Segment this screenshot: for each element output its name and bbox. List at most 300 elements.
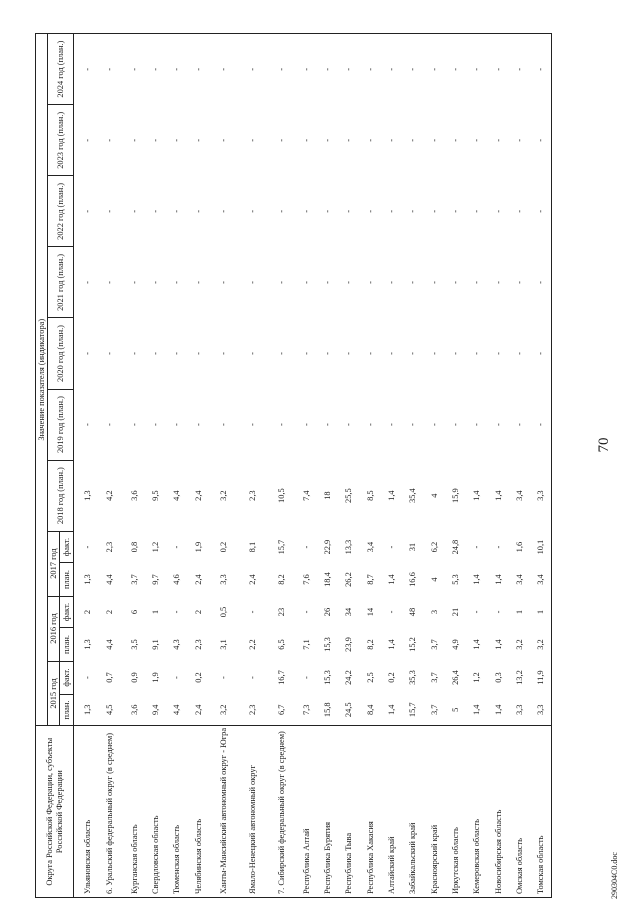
value-cell: 1,2 (472, 672, 482, 683)
value-cell: 1,4 (472, 490, 482, 501)
table-row (360, 34, 381, 898)
value-cell: - (424, 34, 445, 105)
value-cell: 0,2 (193, 672, 203, 683)
header-regions: Округа Российской Федерации, субъекты Российской Федерации (36, 726, 74, 898)
value-cell: - (247, 281, 257, 284)
value-cell: - (172, 423, 182, 426)
value-cell: 26 (323, 607, 333, 617)
value-cell: 1,4 (387, 704, 397, 716)
value-cell: - (301, 209, 311, 213)
value-cell: - (95, 34, 124, 105)
value-cell: 0,5 (218, 606, 228, 618)
value-cell: 5 (450, 707, 460, 712)
value-cell: 3,3 (218, 574, 228, 585)
region-name: 6. Уральский федеральный округ (в среднем) (95, 726, 124, 898)
value-cell: - (172, 209, 182, 213)
value-cell: 4 (429, 577, 439, 582)
value-cell: - (429, 352, 439, 355)
value-cell: - (344, 352, 354, 355)
value-cell: 15,9 (450, 488, 460, 503)
value-cell: - (247, 209, 257, 213)
table-row (530, 34, 551, 898)
value-cell: - (472, 610, 482, 614)
value-cell: 0,2 (387, 672, 397, 683)
header-2018: 2018 год (план.) (48, 460, 74, 531)
value-cell: 4,2 (104, 490, 114, 501)
header-2020: 2020 год (план.) (48, 318, 74, 389)
value-cell: - (301, 676, 311, 679)
value-cell: - (387, 352, 397, 355)
value-cell: 3,2 (514, 639, 524, 650)
value-cell: - (82, 676, 92, 679)
value-cell: - (402, 34, 423, 105)
value-cell: - (493, 138, 503, 142)
value-cell: - (466, 34, 487, 105)
value-cell: - (301, 545, 311, 549)
header-2019: 2019 год (план.) (48, 389, 74, 460)
value-cell: - (408, 352, 418, 355)
value-cell: - (514, 352, 524, 355)
value-cell: - (381, 34, 402, 105)
value-cell: - (172, 676, 182, 679)
value-cell: - (276, 352, 286, 355)
value-cell: - (218, 423, 228, 426)
value-cell: - (493, 423, 503, 426)
value-cell: - (408, 281, 418, 284)
header-2016: 2016 год (48, 596, 60, 661)
header-2024: 2024 год (план.) (48, 34, 74, 105)
header-2015: 2015 год (48, 661, 60, 726)
value-cell: - (267, 34, 296, 105)
value-cell: - (450, 423, 460, 426)
table-row (188, 34, 209, 898)
region-name: Алтайский край (381, 726, 402, 898)
value-cell: - (104, 138, 114, 142)
value-cell: 31 (408, 542, 418, 552)
value-cell: - (150, 423, 160, 426)
value-cell: 4,4 (172, 704, 182, 716)
value-cell: 5,3 (450, 574, 460, 585)
value-cell: - (82, 281, 92, 284)
region-name: Курганская область (124, 726, 145, 898)
value-cell: 9,7 (150, 574, 160, 585)
value-cell: 1,9 (193, 541, 203, 553)
value-cell: 15,3 (323, 637, 333, 652)
value-cell: 1,4 (493, 490, 503, 501)
value-cell: - (344, 423, 354, 426)
value-cell: - (360, 34, 381, 105)
value-cell: 15,2 (408, 637, 418, 652)
value-cell: 1,3 (82, 490, 92, 501)
value-cell: 24,2 (344, 670, 354, 685)
value-cell: - (450, 209, 460, 213)
region-name: Ульяновская область (74, 726, 95, 898)
value-cell: 3,7 (129, 574, 139, 585)
value-cell: 3,3 (530, 694, 551, 726)
value-cell: 2,2 (247, 639, 257, 650)
value-cell: - (323, 423, 333, 426)
value-cell: - (387, 545, 397, 549)
value-cell: 8,1 (247, 541, 257, 553)
value-cell: 2,3 (193, 639, 203, 650)
value-cell: - (218, 281, 228, 284)
value-cell: - (472, 209, 482, 213)
value-cell: 3,4 (514, 574, 524, 585)
document-code: 290304C0.doc (610, 852, 619, 899)
value-cell: - (445, 34, 466, 105)
value-cell: - (530, 318, 551, 389)
header-indicator-value: Значение показателя (индикатора) (36, 34, 48, 726)
value-cell: 23 (276, 607, 286, 617)
value-cell: 2,3 (247, 704, 257, 716)
value-cell: - (493, 610, 503, 614)
value-cell: 15,3 (323, 670, 333, 685)
value-cell: - (530, 389, 551, 460)
value-cell: 3,7 (429, 704, 439, 716)
region-name: Кемеровская область (466, 726, 487, 898)
value-cell: 2,4 (193, 574, 203, 585)
header-2017-plan: план. (60, 563, 74, 596)
value-cell: - (472, 138, 482, 142)
value-cell: - (129, 423, 139, 426)
value-cell: - (472, 281, 482, 284)
value-cell: - (276, 281, 286, 284)
table-row (145, 34, 166, 898)
value-cell: - (514, 138, 524, 142)
value-cell: 3,2 (530, 628, 551, 661)
table-row (74, 34, 95, 898)
value-cell: - (493, 209, 503, 213)
value-cell: 8,2 (276, 574, 286, 585)
value-cell: - (509, 34, 530, 105)
indicator-table (35, 33, 552, 898)
value-cell: 1 (514, 609, 524, 615)
value-cell: - (323, 138, 333, 142)
value-cell: - (172, 281, 182, 284)
value-cell: 35,4 (408, 488, 418, 503)
value-cell: 1,3 (82, 574, 92, 585)
value-cell: 22,9 (323, 539, 333, 555)
header-2015-plan: план. (60, 694, 74, 726)
value-cell: - (104, 352, 114, 355)
value-cell: 6,2 (429, 541, 439, 553)
value-cell: - (301, 610, 311, 614)
value-cell: - (429, 423, 439, 426)
value-cell: - (150, 209, 160, 213)
value-cell: 0,2 (218, 541, 228, 553)
value-cell: 18 (323, 491, 333, 500)
region-name: Омская область (509, 726, 530, 898)
value-cell: 4,9 (450, 639, 460, 650)
value-cell: - (247, 138, 257, 142)
value-cell: 21 (450, 607, 460, 617)
value-cell: 1,4 (493, 704, 503, 716)
value-cell: - (247, 352, 257, 355)
value-cell: 1,3 (82, 639, 92, 650)
table-row (339, 34, 360, 898)
value-cell: 23,9 (344, 637, 354, 652)
value-cell: 8,7 (365, 574, 375, 585)
value-cell: - (365, 138, 375, 142)
value-cell: - (323, 352, 333, 355)
value-cell: 2,3 (247, 490, 257, 501)
value-cell: - (193, 281, 203, 284)
value-cell: 3,7 (429, 639, 439, 650)
value-cell: - (429, 209, 439, 213)
value-cell: - (172, 138, 182, 142)
region-name: Забайкальский край (402, 726, 423, 898)
value-cell: 16,6 (408, 572, 418, 587)
value-cell: 2 (104, 609, 114, 615)
value-cell: 3,2 (218, 490, 228, 501)
table-row (296, 34, 317, 898)
value-cell: 1,3 (82, 704, 92, 716)
value-cell: - (387, 138, 397, 142)
value-cell: - (514, 281, 524, 284)
value-cell: 3,1 (218, 639, 228, 650)
region-name: Республика Бурятия (317, 726, 338, 898)
value-cell: 6,7 (276, 704, 286, 716)
header-2015-fact: факт. (60, 661, 74, 694)
value-cell: 1,2 (150, 541, 160, 553)
value-cell: 34 (344, 607, 354, 617)
value-cell: 3,6 (129, 704, 139, 716)
table-row (381, 34, 402, 898)
value-cell: 24,8 (450, 539, 460, 555)
table-row (317, 34, 338, 898)
value-cell: 3,7 (429, 672, 439, 683)
value-cell: - (323, 281, 333, 284)
value-cell: - (129, 281, 139, 284)
value-cell: 7,1 (301, 639, 311, 650)
value-cell: - (429, 138, 439, 142)
value-cell: - (472, 352, 482, 355)
region-name: Свердловская область (145, 726, 166, 898)
value-cell: 4,4 (172, 490, 182, 501)
value-cell: - (193, 423, 203, 426)
table-row (488, 34, 509, 898)
value-cell: 15,7 (276, 539, 286, 555)
value-cell: - (218, 352, 228, 355)
value-cell: - (82, 352, 92, 355)
value-cell: - (429, 281, 439, 284)
value-cell: - (218, 209, 228, 213)
value-cell: 2,4 (247, 574, 257, 585)
value-cell: 1,4 (493, 639, 503, 650)
value-cell: 14 (365, 607, 375, 617)
value-cell: - (193, 138, 203, 142)
region-name: Ямало-Ненецкий автономный округ (238, 726, 267, 898)
value-cell: 4,5 (104, 704, 114, 716)
value-cell: 9,4 (150, 704, 160, 716)
value-cell: - (150, 352, 160, 355)
value-cell: 3,4 (365, 541, 375, 553)
value-cell: - (450, 352, 460, 355)
value-cell: 3,3 (530, 460, 551, 531)
value-cell: - (339, 34, 360, 105)
value-cell: - (276, 138, 286, 142)
value-cell: - (166, 34, 187, 105)
header-2016-fact: факт. (60, 596, 74, 628)
header-2021: 2021 год (план.) (48, 247, 74, 318)
value-cell: - (150, 138, 160, 142)
value-cell: 2,4 (193, 704, 203, 716)
value-cell: 3,4 (514, 490, 524, 501)
value-cell: - (344, 281, 354, 284)
value-cell: 1,4 (472, 704, 482, 716)
value-cell: 15,7 (408, 702, 418, 718)
region-name: Ханты-Мансийский автономный округ - Югра (209, 726, 238, 898)
table-row (466, 34, 487, 898)
value-cell: - (172, 352, 182, 355)
table-row (95, 34, 124, 898)
value-cell: 1,4 (472, 639, 482, 650)
region-name: Иркутская область (445, 726, 466, 898)
value-cell: - (472, 423, 482, 426)
value-cell: - (82, 138, 92, 142)
value-cell: - (408, 138, 418, 142)
value-cell: 18,4 (323, 572, 333, 587)
table-row (402, 34, 423, 898)
value-cell: 6,5 (276, 639, 286, 650)
value-cell: 4,4 (104, 639, 114, 650)
table-row (509, 34, 530, 898)
value-cell: - (530, 34, 551, 105)
value-cell: - (82, 545, 92, 549)
value-cell: - (387, 610, 397, 614)
region-name: Республика Алтай (296, 726, 317, 898)
value-cell: - (301, 138, 311, 142)
value-cell: - (365, 281, 375, 284)
value-cell: 8,2 (365, 639, 375, 650)
value-cell: - (408, 209, 418, 213)
value-cell: - (218, 676, 228, 679)
value-cell: - (530, 247, 551, 318)
value-cell: 15,8 (323, 702, 333, 718)
value-cell: - (493, 281, 503, 284)
value-cell: 1,4 (472, 574, 482, 585)
value-cell: 9,1 (150, 639, 160, 650)
value-cell: - (129, 352, 139, 355)
value-cell: 16,7 (276, 670, 286, 685)
value-cell: 1 (530, 596, 551, 628)
region-name: 7. Сибирский федеральный округ (в среднем) (267, 726, 296, 898)
value-cell: 1,4 (387, 639, 397, 650)
value-cell: 13,3 (344, 539, 354, 555)
table-row (124, 34, 145, 898)
value-cell: - (365, 423, 375, 426)
value-cell: - (247, 423, 257, 426)
value-cell: - (493, 352, 503, 355)
value-cell: - (104, 281, 114, 284)
value-cell: 0,8 (129, 541, 139, 553)
value-cell: - (150, 281, 160, 284)
region-name: Томская область (530, 726, 551, 898)
value-cell: 35,3 (408, 670, 418, 685)
region-name: Челябинская область (188, 726, 209, 898)
value-cell: 26,2 (344, 572, 354, 587)
value-cell: - (301, 423, 311, 426)
value-cell: 3,2 (218, 704, 228, 716)
table-row (166, 34, 187, 898)
value-cell: - (344, 209, 354, 213)
value-cell: - (323, 209, 333, 213)
table-row (267, 34, 296, 898)
value-cell: - (301, 352, 311, 355)
value-cell: 25,5 (344, 488, 354, 503)
value-cell: - (387, 209, 397, 213)
value-cell: - (472, 545, 482, 549)
region-name: Республика Тыва (339, 726, 360, 898)
value-cell: 1,4 (493, 574, 503, 585)
value-cell: - (276, 209, 286, 213)
value-cell: 26,4 (450, 670, 460, 685)
region-name: Республика Хакасия (360, 726, 381, 898)
value-cell: 3,6 (129, 490, 139, 501)
value-cell: - (296, 34, 317, 105)
value-cell: 4 (429, 493, 439, 498)
table-row (424, 34, 445, 898)
header-2023: 2023 год (план.) (48, 105, 74, 176)
value-cell: 1 (150, 609, 160, 615)
value-cell: 2,4 (193, 490, 203, 501)
value-cell: 1,4 (387, 490, 397, 501)
value-cell: 4,6 (172, 574, 182, 585)
value-cell: - (488, 34, 509, 105)
value-cell: 2 (193, 609, 203, 615)
value-cell: - (218, 138, 228, 142)
value-cell: 1,6 (514, 541, 524, 553)
value-cell: - (301, 281, 311, 284)
value-cell: - (145, 34, 166, 105)
value-cell: 2,3 (104, 541, 114, 553)
value-cell: 0,9 (129, 672, 139, 683)
value-cell: 8,4 (365, 704, 375, 716)
value-cell: 7,3 (301, 704, 311, 716)
value-cell: 0,7 (104, 672, 114, 683)
header-2022: 2022 год (план.) (48, 176, 74, 247)
value-cell: - (387, 281, 397, 284)
value-cell: - (247, 676, 257, 679)
value-cell: - (104, 209, 114, 213)
value-cell: 0,3 (493, 672, 503, 683)
header-2016-plan: план. (60, 628, 74, 661)
value-cell: 13,2 (514, 670, 524, 685)
value-cell: - (172, 610, 182, 614)
value-cell: - (387, 423, 397, 426)
value-cell: 6 (129, 609, 139, 615)
value-cell: - (344, 138, 354, 142)
value-cell: 4,3 (172, 639, 182, 650)
value-cell: 3 (429, 609, 439, 615)
value-cell: - (365, 352, 375, 355)
region-name: Новосибирская область (488, 726, 509, 898)
value-cell: - (514, 423, 524, 426)
value-cell: 7,6 (301, 574, 311, 585)
value-cell: 2 (82, 609, 92, 615)
value-cell: - (193, 352, 203, 355)
value-cell: 9,5 (150, 490, 160, 501)
value-cell: 10,5 (276, 488, 286, 503)
value-cell: - (193, 209, 203, 213)
value-cell: 48 (408, 607, 418, 617)
value-cell: - (188, 34, 209, 105)
header-2017-fact: факт. (60, 531, 74, 563)
value-cell: 8,5 (365, 490, 375, 501)
value-cell: - (276, 423, 286, 426)
value-cell: - (247, 610, 257, 614)
value-cell: - (317, 34, 338, 105)
